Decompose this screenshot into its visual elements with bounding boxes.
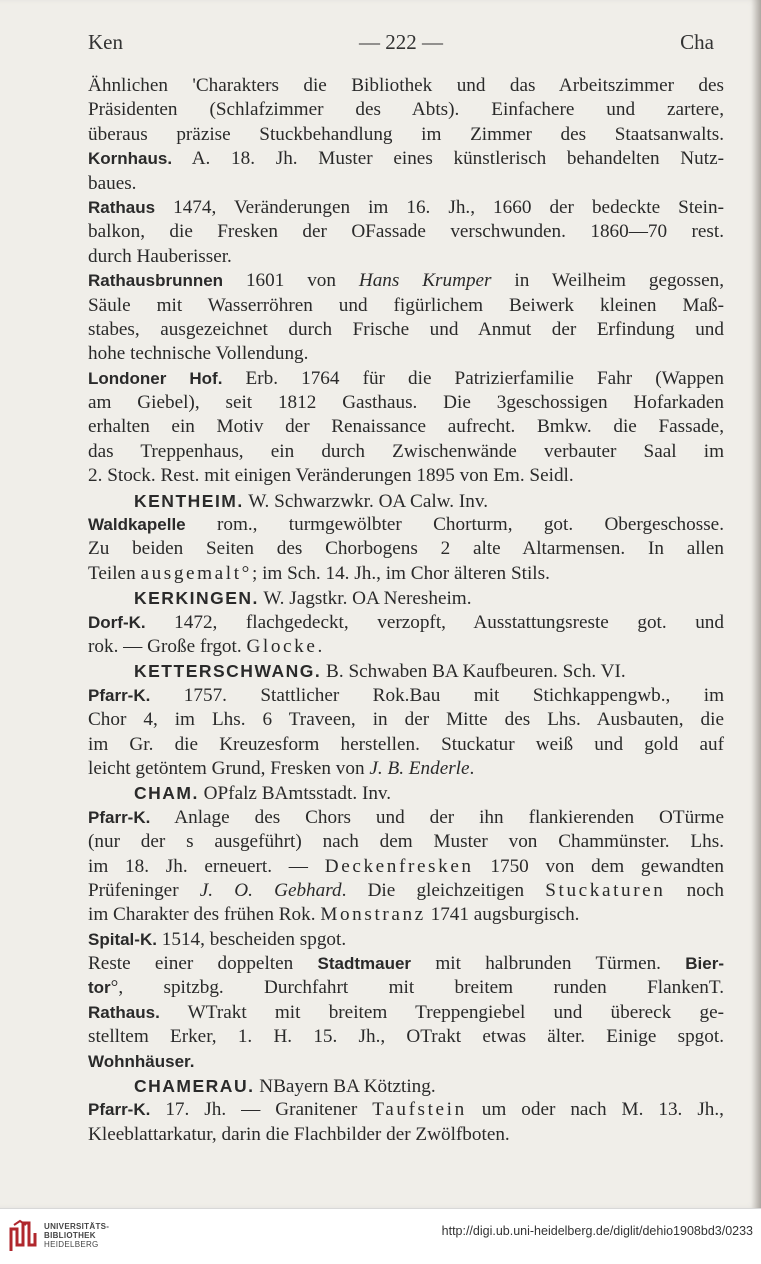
text-line bbox=[88, 781, 724, 805]
text-run: Stuckaturen bbox=[545, 879, 666, 901]
text-run: baues. bbox=[88, 172, 137, 194]
text-line bbox=[88, 147, 724, 171]
logo-line-3: HEIDELBERG bbox=[44, 1240, 99, 1249]
text-line bbox=[88, 537, 724, 561]
text-line bbox=[88, 1025, 724, 1049]
text-line bbox=[88, 415, 724, 439]
text-run: durch Hauberisser. bbox=[88, 245, 232, 267]
place-heading: KERKINGEN. bbox=[134, 588, 259, 609]
text-run: J. O. Gebhard bbox=[199, 879, 342, 901]
text-line bbox=[88, 269, 724, 293]
text-line bbox=[88, 489, 724, 513]
entry-keyword: Londoner Hof. bbox=[88, 368, 223, 388]
text-run: mit halbrunden Türmen. bbox=[411, 953, 686, 975]
header-left-keyword: Ken bbox=[88, 30, 123, 54]
text-line bbox=[88, 367, 724, 391]
entry-keyword: Rathausbrunnen bbox=[88, 271, 224, 291]
text-line bbox=[88, 830, 724, 854]
text-run: 1750 von dem gewandten bbox=[473, 855, 724, 877]
text-line bbox=[88, 220, 724, 244]
text-run: Deckenfresken bbox=[324, 855, 474, 877]
text-run: stelltem Erker, 1. H. 15. Jh., OTrakt etwas älter. Einige spgot. bbox=[88, 1026, 724, 1048]
text-run: Teilen bbox=[88, 562, 141, 584]
entry-keyword: Bier- bbox=[685, 954, 724, 974]
text-line bbox=[88, 879, 724, 903]
text-run: in Weilheim gegossen, bbox=[491, 270, 724, 292]
text-run: noch bbox=[665, 879, 724, 901]
text-run: 1757. Stattlicher Rok.Bau mit Stichkappengwb., im bbox=[150, 684, 724, 706]
text-run: 2. Stock. Rest. mit einigen Veränderungen 1895 von Em. Seidl. bbox=[88, 465, 574, 487]
text-run: am Giebel), seit 1812 Gasthaus. Die 3geschossigen Hofarkaden bbox=[88, 392, 724, 414]
text-run: (nur der s ausgeführt) nach dem Muster von Chammünster. Lhs. bbox=[88, 831, 724, 853]
source-url-link[interactable]: http://digi.ub.uni-heidelberg.de/diglit/dehio1908bd3/0233 bbox=[441, 1224, 753, 1238]
text-run: im Charakter des frühen Rok. bbox=[88, 904, 321, 926]
text-line bbox=[88, 1074, 724, 1098]
text-run: rok. — Große frgot. bbox=[88, 635, 247, 657]
entry-keyword: Rathaus bbox=[88, 197, 156, 217]
text-line bbox=[88, 196, 724, 220]
entry-keyword: Dorf-K. bbox=[88, 612, 146, 632]
text-line bbox=[88, 1001, 724, 1025]
entry-keyword: tor bbox=[88, 978, 111, 998]
heidelberg-logo-icon bbox=[8, 1219, 38, 1253]
text-line bbox=[88, 611, 724, 635]
page-number: — 222 — bbox=[359, 30, 443, 54]
text-line bbox=[88, 464, 724, 488]
text-run: 17. Jh. — Granitener bbox=[150, 1099, 373, 1121]
text-run: NBayern BA Kötzting. bbox=[254, 1076, 436, 1098]
running-header bbox=[88, 30, 714, 60]
text-line bbox=[88, 1098, 724, 1122]
entry-keyword: Rathaus. bbox=[88, 1002, 160, 1022]
body-text bbox=[88, 74, 724, 1147]
text-run: leicht getöntem Grund, Fresken von bbox=[88, 757, 370, 779]
text-run: Monstranz bbox=[320, 904, 426, 926]
text-run: Prüfeninger bbox=[88, 879, 200, 901]
place-heading: KETTERSCHWANG. bbox=[134, 661, 322, 682]
text-run: ausgemalt° bbox=[140, 562, 252, 584]
text-run: Chor 4, im Lhs. 6 Traveen, in der Mitte des Lhs. Ausbauten, die bbox=[88, 709, 724, 731]
text-run: rom., turmgewölbter Chorturm, got. Obergeschosse. bbox=[185, 514, 724, 536]
text-run: . bbox=[317, 635, 323, 657]
footer-bar bbox=[0, 1208, 761, 1264]
text-run: das Treppenhaus, ein durch Zwischenwände verbauter Saal im bbox=[88, 440, 724, 462]
text-run: W. Jagstkr. OA Neresheim. bbox=[258, 588, 472, 610]
text-line bbox=[88, 903, 724, 927]
text-line bbox=[88, 976, 724, 1000]
text-line bbox=[88, 342, 724, 366]
text-run: Erb. 1764 für die Patrizierfamilie Fahr (Wappen bbox=[222, 367, 724, 389]
place-heading: CHAMERAU. bbox=[134, 1076, 255, 1097]
text-line bbox=[88, 245, 724, 269]
place-heading: CHAM. bbox=[134, 783, 199, 804]
text-line bbox=[88, 391, 724, 415]
text-line bbox=[88, 708, 724, 732]
text-line bbox=[88, 98, 724, 122]
text-run: Hans Krumper bbox=[358, 270, 492, 292]
entry-keyword: Kornhaus. bbox=[88, 149, 173, 169]
text-run: W. Schwarzwkr. OA Calw. Inv. bbox=[243, 490, 489, 512]
text-line bbox=[88, 1123, 724, 1147]
text-line bbox=[88, 513, 724, 537]
text-run: Zu beiden Seiten des Chorbogens 2 alte Altarmensen. In allen bbox=[88, 538, 724, 560]
entry-keyword: Wohnhäuser. bbox=[88, 1051, 195, 1071]
text-run: B. Schwaben BA Kaufbeuren. Sch. VI. bbox=[321, 661, 626, 683]
text-run: im 18. Jh. erneuert. — bbox=[88, 855, 325, 877]
text-run: A. 18. Jh. Muster eines künstlerisch behandelten Nutz- bbox=[172, 148, 724, 170]
text-run: J. B. Enderle bbox=[369, 757, 470, 779]
text-line bbox=[88, 952, 724, 976]
text-run: Reste einer doppelten bbox=[88, 953, 318, 975]
text-run: 1474, Veränderungen im 16. Jh., 1660 der bedeckte Stein- bbox=[155, 196, 724, 218]
text-run: 1601 von bbox=[223, 270, 359, 292]
text-run: balkon, die Fresken der OFassade verschwunden. 1860—70 rest. bbox=[88, 221, 724, 243]
text-run: Taufstein bbox=[372, 1099, 467, 1121]
entry-keyword: Pfarr-K. bbox=[88, 807, 151, 827]
text-line bbox=[88, 659, 724, 683]
text-line bbox=[88, 318, 724, 342]
text-line bbox=[88, 586, 724, 610]
text-run: OPfalz BAmtsstadt. Inv. bbox=[198, 783, 392, 805]
text-line bbox=[88, 635, 724, 659]
entry-keyword: Spital-K. bbox=[88, 929, 157, 949]
text-line bbox=[88, 757, 724, 781]
text-run: 1514, bescheiden spgot. bbox=[156, 928, 347, 950]
text-run: stabes, ausgezeichnet durch Frische und Anmut der Erfindung und bbox=[88, 318, 724, 340]
text-run: Ähnlichen 'Charakters die Bibliothek und das Arbeitszimmer des bbox=[88, 75, 724, 96]
text-line bbox=[88, 440, 724, 464]
entry-keyword: Stadtmauer bbox=[317, 954, 412, 974]
entry-keyword: Pfarr-K. bbox=[88, 685, 151, 705]
library-logo-text bbox=[44, 1222, 109, 1249]
header-right-keyword: Cha bbox=[680, 30, 714, 54]
text-line bbox=[88, 562, 724, 586]
text-run: WTrakt mit breitem Treppengiebel und übereck ge- bbox=[159, 1001, 724, 1023]
text-run: ; im Sch. 14. Jh., im Chor älteren Stils. bbox=[251, 562, 550, 584]
text-run: . bbox=[469, 757, 475, 779]
text-line bbox=[88, 1050, 724, 1074]
text-run: 1472, flachgedeckt, verzopft, Ausstattungsreste got. und bbox=[145, 611, 724, 633]
text-run: Glocke bbox=[246, 635, 318, 657]
entry-keyword: Pfarr-K. bbox=[88, 1100, 151, 1120]
text-line bbox=[88, 855, 724, 879]
text-run: erhalten ein Motiv der Renaissance aufrecht. Bmkw. die Fassade, bbox=[88, 416, 724, 438]
text-run: um oder nach M. 13. Jh., bbox=[466, 1099, 724, 1121]
text-line bbox=[88, 733, 724, 757]
text-run: überaus präzise Stuckbehandlung im Zimmer des Staatsanwalts. bbox=[88, 123, 724, 145]
place-heading: KENTHEIM. bbox=[134, 490, 244, 511]
text-run: Präsidenten (Schlafzimmer des Abts). Einfachere und zartere, bbox=[88, 99, 724, 121]
text-line bbox=[88, 294, 724, 318]
text-run: Anlage des Chors und der ihn flankierenden OTürme bbox=[150, 806, 724, 828]
entry-keyword: Waldkapelle bbox=[88, 515, 186, 535]
text-run: hohe technische Vollendung. bbox=[88, 343, 309, 365]
text-run: 1741 augsburgisch. bbox=[425, 904, 580, 926]
text-line bbox=[88, 928, 724, 952]
text-line bbox=[88, 123, 724, 147]
text-line bbox=[88, 806, 724, 830]
logo-line-2: BIBLIOTHEK bbox=[44, 1231, 96, 1240]
logo-line-1: UNIVERSITÄTS- bbox=[44, 1222, 110, 1231]
text-run: . Die gleichzeitigen bbox=[341, 879, 546, 901]
text-run: Säule mit Wasserröhren und figürlichem Beiwerk kleinen Maß- bbox=[88, 294, 724, 316]
text-run: °, spitzbg. Durchfahrt mit breitem runden FlankenT. bbox=[110, 977, 724, 999]
text-line bbox=[88, 172, 724, 196]
text-run: Kleeblattarkatur, darin die Flachbilder der Zwölfboten. bbox=[88, 1123, 510, 1145]
text-line bbox=[88, 74, 724, 98]
text-line bbox=[88, 684, 724, 708]
text-run: im Gr. die Kreuzesform herstellen. Stuckatur weiß und gold auf bbox=[88, 733, 724, 755]
